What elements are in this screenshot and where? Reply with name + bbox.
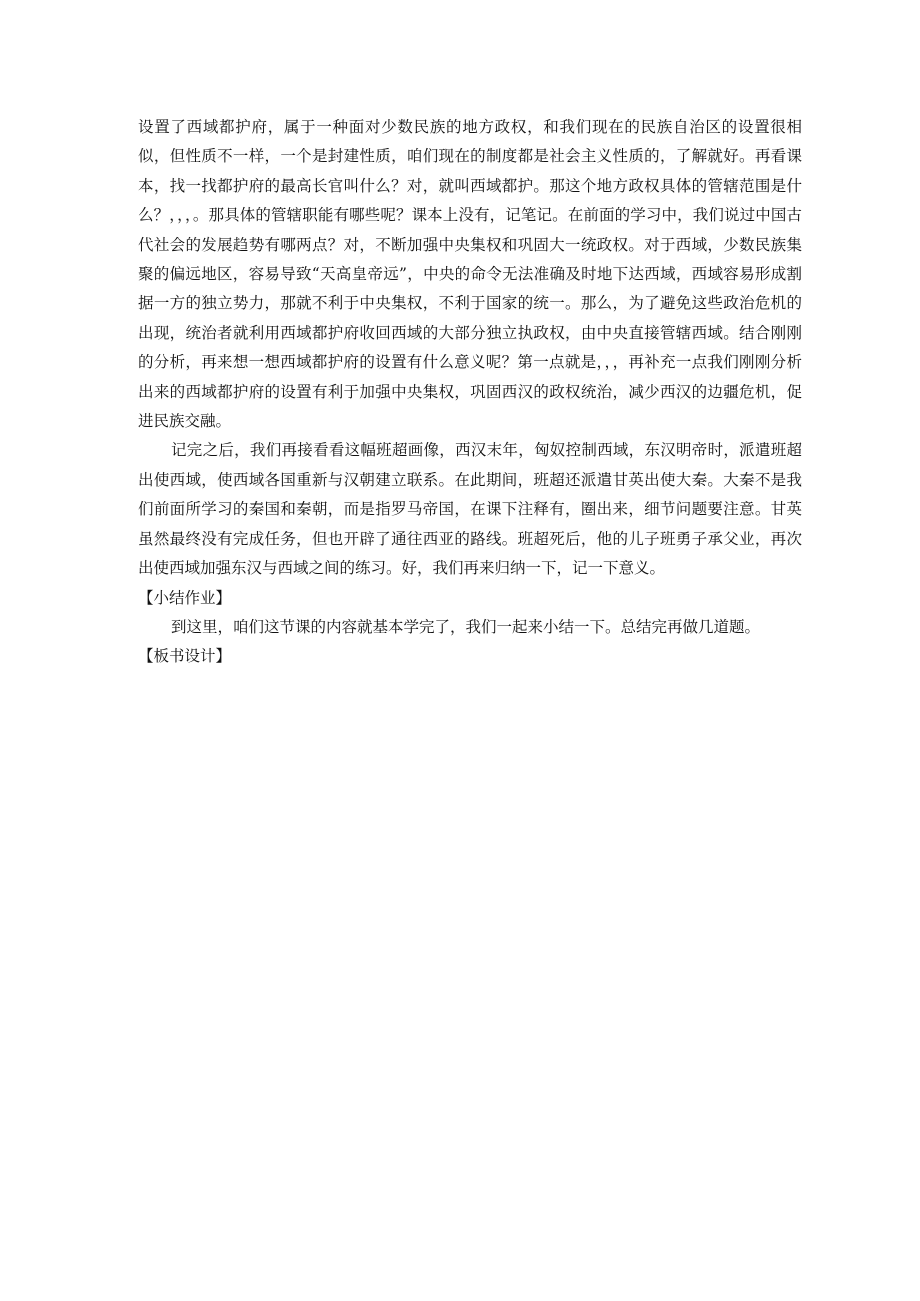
heading-board-design: 【板书设计】 xyxy=(138,647,232,666)
paragraph-western-regions-protectorate: 设置了西域都护府，属于一种面对少数民族的地方政权，和我们现在的民族自治区的设置很相似，但性质不一样，一个是封建性质，咱们现在的制度都是社会主义性质的，了解就好。再看课本，找一找都护府的最高长官叫什么？对，就叫西域都护。那这个地方政权具体的管辖范围是什么？，，，。那具体的管辖职能有哪些呢？课本上没有，记笔记。在前面的学习中，我们说过中国古代社会的发展趋势有哪两点？对，不断加强中央集权和巩固大一统政权。对于西域，少数民族集聚的偏远地区，容易导致“天高皇帝远”，中央的命令无法准确及时地下达西域，西域容易形成割据一方的独立势力，那就不利于中央集权，不利于国家的统一。那么，为了避免这些政治危机的出现，统治者就利用西域都护府收回西域的大部分独立执政权，由中央直接管辖西域。结合刚刚的分析，再来想一想西域都护府的设置有什么意义呢？第一点就是，，，再补充一点我们刚刚分析出来的西域都护府的设置有利于加强中央集权，巩固西汉的政权统治，减少西汉的边疆危机，促进民族交融。 xyxy=(138,118,802,431)
heading-summary-homework: 【小结作业】 xyxy=(138,588,232,607)
paragraph-ban-chao: 记完之后，我们再接看看这幅班超画像，西汉末年，匈奴控制西域，东汉明帝时，派遣班超出使西域，使西域各国重新与汉朝建立联系。在此期间，班超还派遣甘英出使大秦。大秦不是我们前面所学习的秦国和秦朝，而是指罗马帝国，在课下注释有，圈出来，细节问题要注意。甘英虽然最终没有完成任务，但也开辟了通往西亚的路线。班超死后，他的儿子班勇子承父业，再次出使西域加强东汉与西域之间的练习。好，我们再来归纳一下，记一下意义。 xyxy=(138,441,802,578)
document-body xyxy=(138,113,802,672)
paragraph-summary: 到这里，咱们这节课的内容就基本学完了，我们一起来小结一下。总结完再做几道题。 xyxy=(171,617,761,636)
